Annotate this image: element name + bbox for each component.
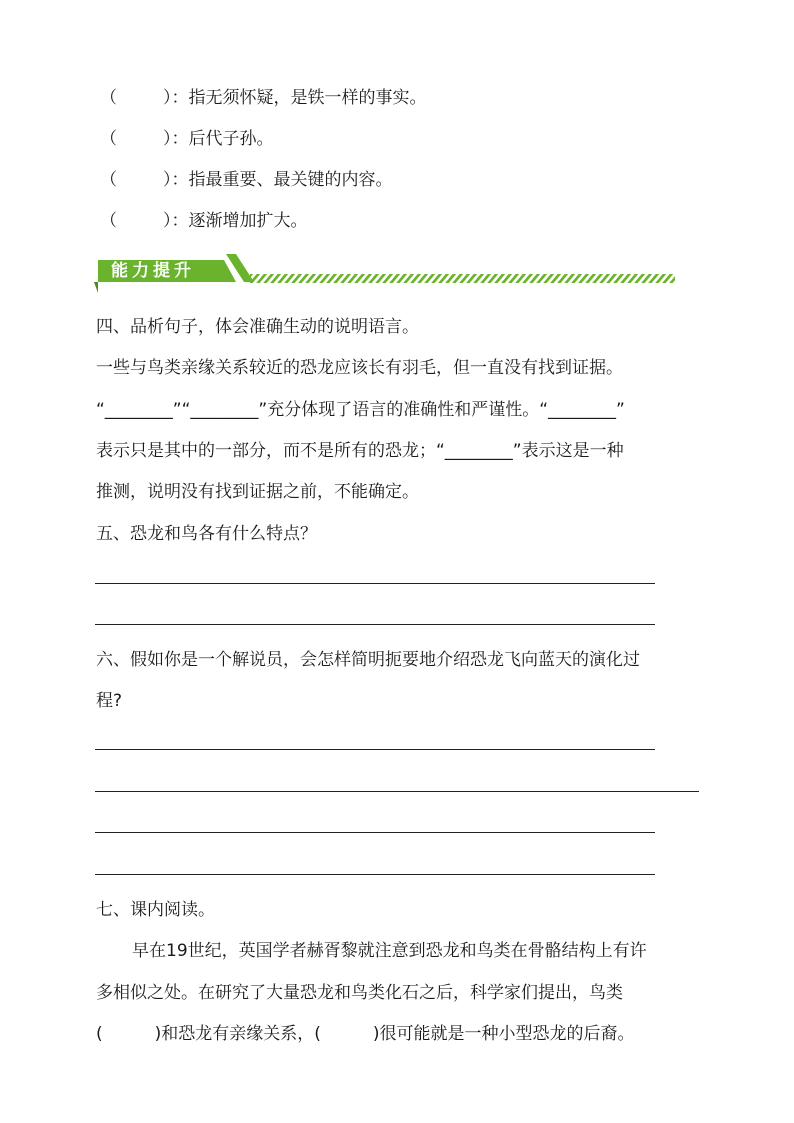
close-paren: ） xyxy=(163,129,172,149)
q6-line-2: 程? xyxy=(96,691,123,711)
open-paren: （ xyxy=(100,129,117,149)
answer-line[interactable] xyxy=(95,832,655,833)
banner-stripe-bar xyxy=(250,274,675,283)
q4-sentence: 一些与鸟类亲缘关系较近的恐龙应该长有羽毛，但一直没有找到证据。 xyxy=(96,358,623,378)
definition-line-2 xyxy=(100,127,274,151)
banner-title: 能力提升 xyxy=(111,261,195,281)
close-paren: ） xyxy=(163,88,172,108)
answer-line[interactable] xyxy=(95,874,655,875)
q4-title: 四、品析句子，体会准确生动的说明语言。 xyxy=(96,317,419,337)
q6-line-1: 六、假如你是一个解说员，会怎样简明扼要地介绍恐龙飞向蓝天的演化过 xyxy=(96,650,640,670)
answer-line[interactable] xyxy=(95,749,655,750)
paragraph-text: )很可能就是一种小型恐龙的后裔。 xyxy=(372,1024,635,1044)
q4-line-2: “________”“________”充分体现了语言的准确性和严谨性。“________” xyxy=(96,400,625,420)
answer-line[interactable] xyxy=(95,583,655,584)
close-paren: ） xyxy=(163,211,172,231)
q4-line-3: 表示只是其中的一部分，而不是所有的恐龙；“________”表示这是一种 xyxy=(96,441,624,461)
section-banner xyxy=(94,251,684,293)
answer-line[interactable] xyxy=(95,624,655,625)
definition-line-4 xyxy=(100,209,308,233)
q7-paragraph-line-1: 早在19世纪，英国学者赫胥黎就注意到恐龙和鸟类在骨骼结构上有许 xyxy=(132,941,647,961)
definition-text: ：指无须怀疑，是铁一样的事实。 xyxy=(171,88,427,108)
open-paren: ( xyxy=(96,1024,103,1044)
definition-text: ：指最重要、最关键的内容。 xyxy=(171,170,393,190)
paragraph-text: )和恐龙有亲缘关系，( xyxy=(154,1024,321,1044)
q7-title: 七、课内阅读。 xyxy=(96,900,215,920)
definition-line-1 xyxy=(100,86,427,110)
q7-paragraph-line-3 xyxy=(96,1022,635,1046)
definition-text: ：后代子孙。 xyxy=(171,129,274,149)
open-paren: （ xyxy=(100,211,117,231)
answer-line[interactable] xyxy=(95,791,699,792)
q4-line-4: 推测，说明没有找到证据之前，不能确定。 xyxy=(96,482,419,502)
close-paren: ） xyxy=(163,170,172,190)
open-paren: （ xyxy=(100,88,117,108)
open-paren: （ xyxy=(100,170,117,190)
q7-paragraph-line-2: 多相似之处。在研究了大量恐龙和鸟类化石之后，科学家们提出，鸟类 xyxy=(96,983,623,1003)
definition-text: ：逐渐增加扩大。 xyxy=(171,211,308,231)
q5-title: 五、恐龙和鸟各有什么特点？ xyxy=(96,524,317,544)
definition-line-3 xyxy=(100,168,393,192)
banner-tag-fold xyxy=(94,282,98,293)
